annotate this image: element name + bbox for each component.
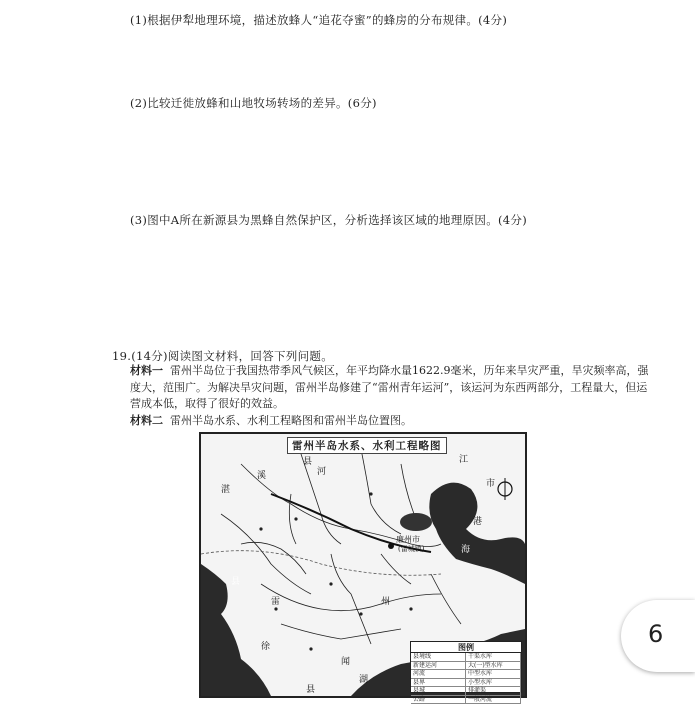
question-2: (2)比较迁徙放蜂和山地牧场转场的差异。(6分) bbox=[130, 96, 377, 110]
map-label-jiang: 江 bbox=[459, 455, 469, 465]
reservoir bbox=[400, 513, 432, 531]
map-label-gang: 港 bbox=[473, 517, 483, 527]
legend-item: 排灌渠 bbox=[466, 687, 521, 696]
page-number-badge[interactable] bbox=[621, 600, 695, 672]
material-2-text: 雷州半岛水系、水利工程略图和雷州半岛位置图。 bbox=[170, 414, 412, 427]
water-system-map bbox=[199, 432, 527, 703]
map-label-hu: 湖 bbox=[359, 675, 369, 685]
map-label-huan: 湛 bbox=[221, 485, 231, 495]
map-title: 雷州半岛水系、水利工程略图 bbox=[287, 437, 447, 454]
legend-item: 中型水库 bbox=[466, 670, 521, 679]
legend-item: 干渠水库 bbox=[466, 653, 521, 662]
question-1: (1)根据伊犁地理环境，描述放蜂人“追花夺蜜”的蜂房的分布规律。(4分) bbox=[130, 13, 508, 27]
material-2-label: 材料二 bbox=[130, 414, 163, 427]
legend-item: 新建运河 bbox=[411, 662, 466, 671]
map-label-county1: 县 bbox=[303, 457, 313, 467]
map-label-xi: 溪 bbox=[257, 471, 267, 481]
legend-item: 一般河流 bbox=[466, 696, 521, 705]
material-2 bbox=[130, 413, 650, 430]
legend-item: 大(一)型水库 bbox=[466, 662, 521, 671]
map-label-lei: 雷 bbox=[271, 597, 281, 607]
map-label-shi: 市 bbox=[486, 479, 496, 489]
legend-item: 县界 bbox=[411, 679, 466, 688]
material-1-label: 材料一 bbox=[130, 364, 163, 377]
map-label-city-sub: (雷城镇) bbox=[398, 545, 425, 553]
map-label-wen: 闻 bbox=[341, 657, 351, 667]
legend-item: 河流 bbox=[411, 670, 466, 679]
map-label-city: 廉州市 bbox=[396, 535, 420, 544]
map-label-xu: 徐 bbox=[261, 642, 271, 652]
map-label-zhou: 州 bbox=[381, 597, 391, 607]
legend-item: 县城 bbox=[411, 687, 466, 696]
legend-title: 图例 bbox=[411, 642, 521, 653]
map-label-river: 河 bbox=[317, 467, 327, 477]
map-label-xian2: 县 bbox=[231, 577, 241, 587]
question-3: (3)图中A所在新源县为黑蜂自然保护区，分析选择该区域的地理原因。(4分) bbox=[130, 213, 527, 227]
material-1-text: 雷州半岛位于我国热带季风气候区，年平均降水量1622.9毫米，历年来旱灾严重，旱灾频率高，强度大，范围广。为解决旱灾问题，雷州半岛修建了“雷州青年运河”，该运河为东西两部分，工程量大，但运营成本低，取得了很好的效益。 bbox=[130, 364, 649, 410]
material-1 bbox=[130, 363, 650, 413]
page-number: 6 bbox=[648, 620, 664, 648]
map-label-county3: 县 bbox=[306, 685, 316, 695]
legend-item: 公路 bbox=[411, 696, 466, 705]
map-legend bbox=[410, 641, 522, 703]
question-19-heading: 19.(14分)阅读图文材料，回答下列问题。 bbox=[112, 349, 333, 363]
map-label-hai: 海 bbox=[461, 545, 471, 555]
city-marker bbox=[388, 543, 394, 549]
legend-item: 县境线 bbox=[411, 653, 466, 662]
legend-item: 小型水库 bbox=[466, 679, 521, 688]
